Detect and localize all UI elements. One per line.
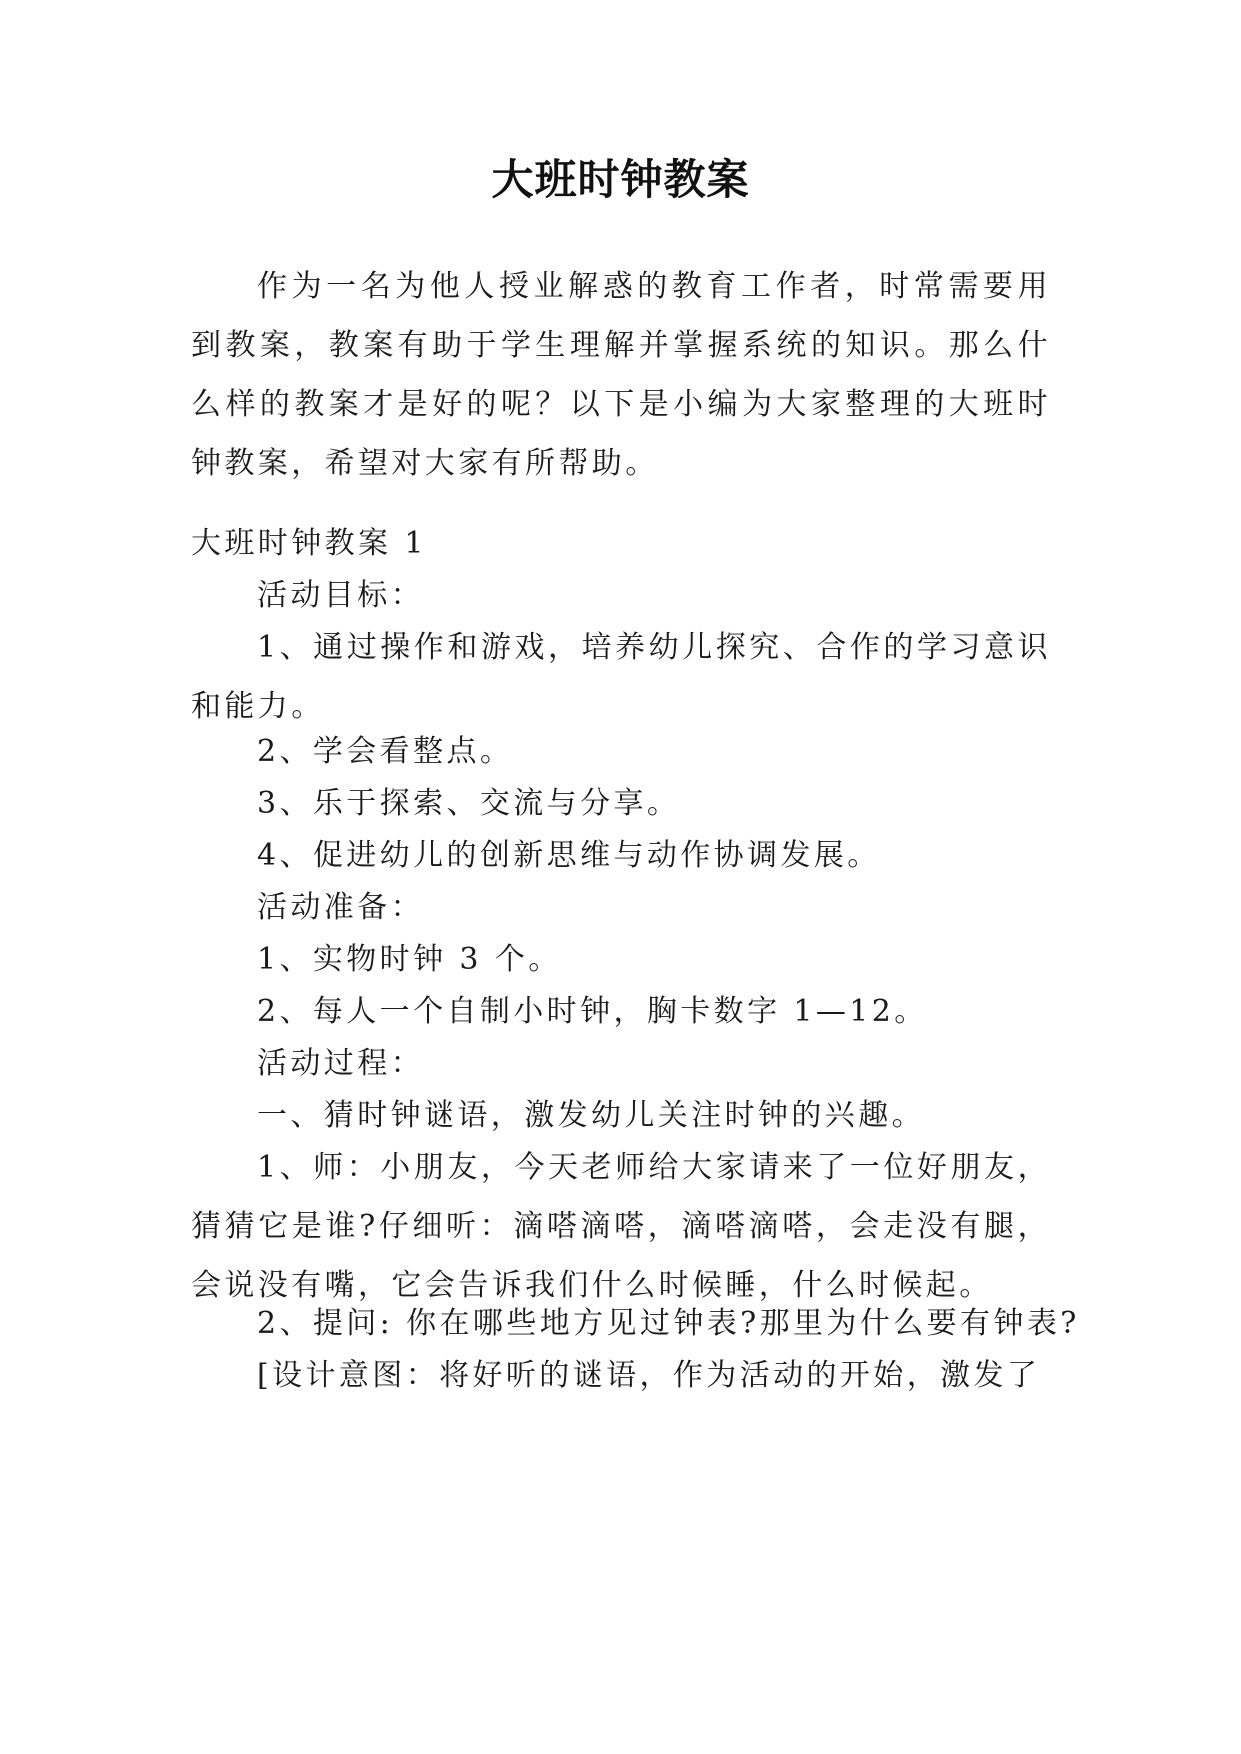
process-heading: 活动过程： bbox=[257, 1046, 424, 1081]
intro-paragraph: 作为一名为他人授业解惑的教育工作者，时常需要用到教案，教案有助于学生理解并掌握系统的知识。那么什么样的教案才是好的呢？以下是小编为大家整理的大班时钟教案，希望对大家有所帮助。 bbox=[191, 269, 1051, 481]
prep-item-1: 1、实物时钟 3 个。 bbox=[257, 942, 562, 977]
step-one-item-2: 2、提问: 你在哪些地方见过钟表?那里为什么要有钟表? bbox=[257, 1306, 1080, 1341]
goal-item-1: 1、通过操作和游戏，培养幼儿探究、合作的学习意识和能力。 bbox=[191, 630, 1051, 724]
step-one-item-1: 1、师：小朋友，今天老师给大家请来了一位好朋友，猜猜它是谁?仔细听：滴嗒滴嗒，滴嗒滴嗒，会走没有腿，会说没有嘴，它会告诉我们什么时候睡，什么时候起。 bbox=[191, 1150, 1051, 1303]
document-title: 大班时钟教案 bbox=[491, 155, 750, 204]
goal-item-4: 4、促进幼儿的创新思维与动作协调发展。 bbox=[257, 838, 881, 873]
step-one-heading: 一、猜时钟谜语，激发幼儿关注时钟的兴趣。 bbox=[257, 1098, 925, 1133]
section-heading: 大班时钟教案 1 bbox=[191, 526, 427, 561]
prep-item-2: 2、每人一个自制小时钟，胸卡数字 1—12。 bbox=[257, 994, 928, 1029]
design-intent-note: [设计意图：将好听的谜语，作为活动的开始，激发了 bbox=[257, 1358, 1041, 1393]
goal-item-3: 3、乐于探索、交流与分享。 bbox=[257, 786, 681, 821]
prep-heading: 活动准备： bbox=[257, 890, 424, 925]
goals-heading: 活动目标： bbox=[257, 578, 424, 613]
goal-item-2: 2、学会看整点。 bbox=[257, 734, 514, 769]
